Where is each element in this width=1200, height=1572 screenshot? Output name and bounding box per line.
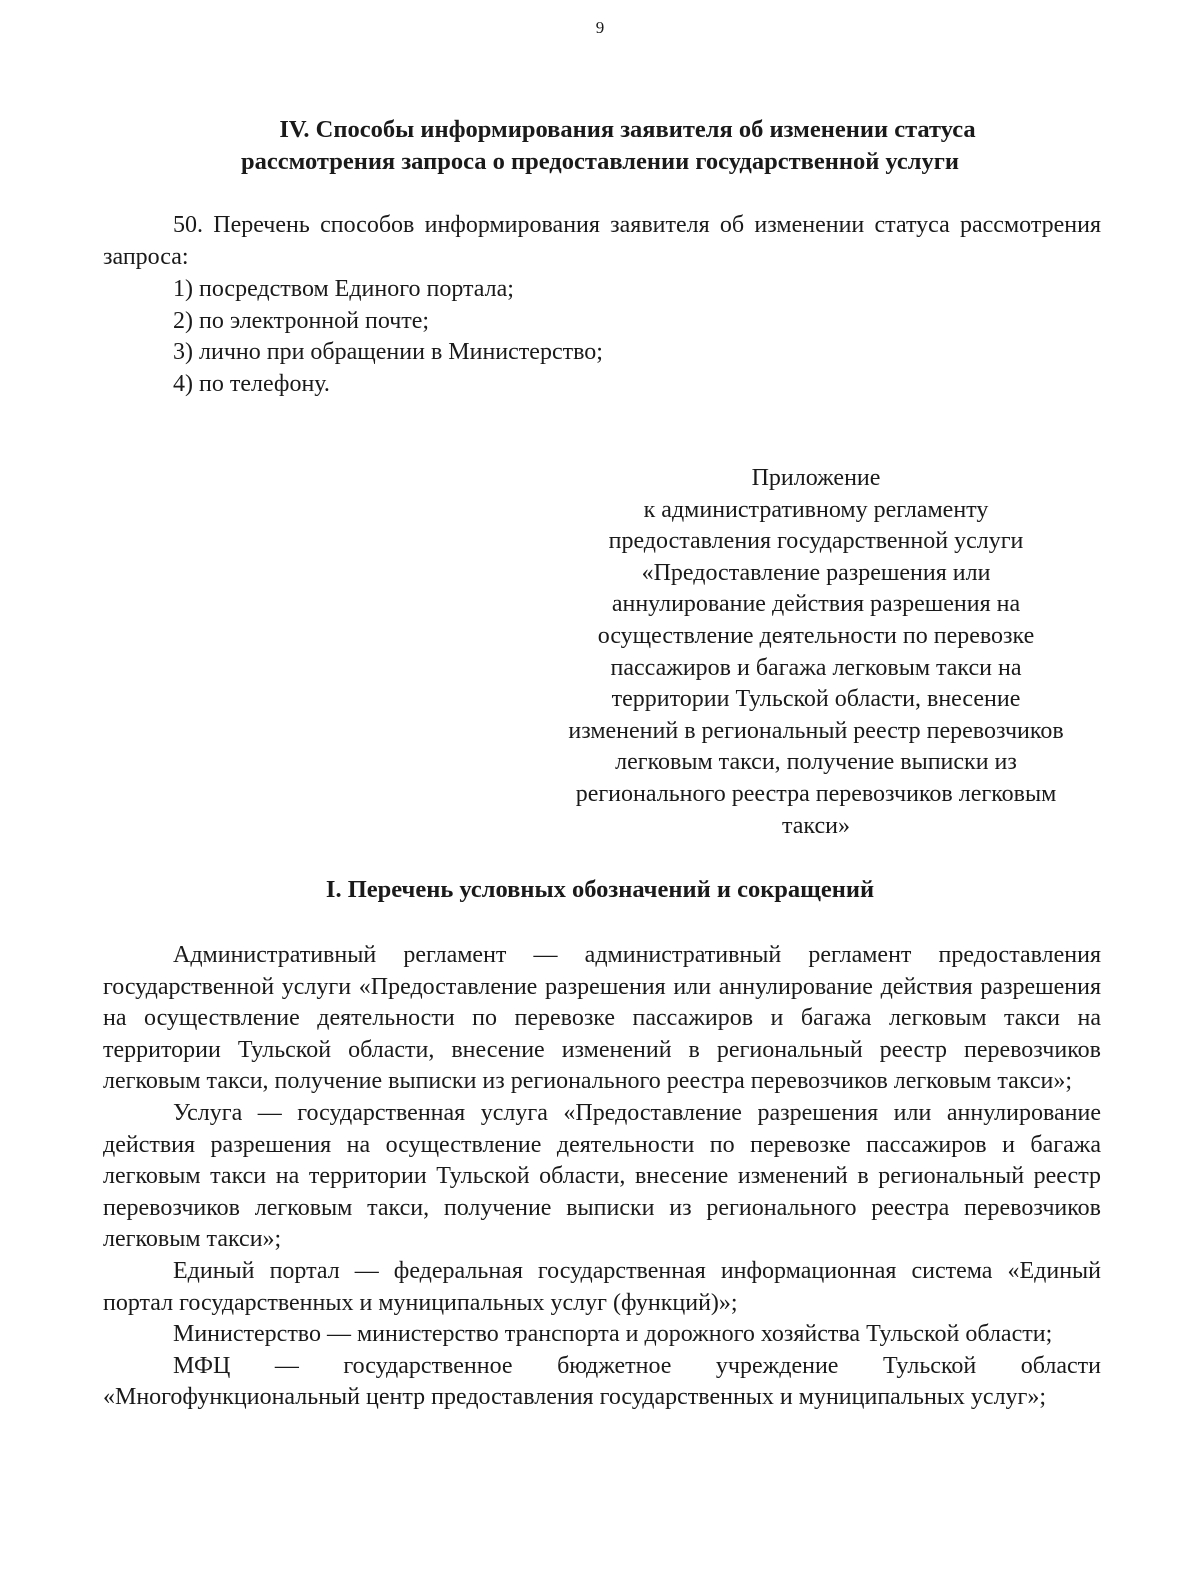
definition-ministry: Министерство — министерство транспорта и дорожного хозяйства Тульской области; bbox=[173, 1321, 1053, 1348]
definition-service: Услуга — государственная услуга «Предоставление разрешения или аннулирование действия разрешения на осуществление деятельности по перевозке пассажиров и багажа легковым такси на территории Тульской области, внесение изменений в региональный реестр перевозчиков легковым такси, получение выписки из регионального реестра перевозчиков легковым такси»; bbox=[103, 1099, 1101, 1253]
section-4-title bbox=[0, 114, 1200, 178]
appendix-line: территории Тульской области, внесение bbox=[611, 686, 1021, 713]
list-item: 2) по электронной почте; bbox=[173, 307, 430, 334]
appendix-line: регионального реестра перевозчиков легковым bbox=[575, 780, 1057, 807]
appendix-line: осуществление деятельности по перевозке bbox=[597, 622, 1035, 649]
informing-methods-list bbox=[173, 274, 603, 400]
paragraph-50: 50. Перечень способов информирования заявителя об изменении статуса рассмотрения запроса: bbox=[103, 212, 1101, 270]
appendix-line: Приложение bbox=[751, 465, 881, 491]
appendix-line: такси» bbox=[782, 812, 850, 839]
section-4-title-line-1: IV. Способы информирования заявителя об изменении статуса bbox=[279, 116, 976, 143]
list-item: 1) посредством Единого портала; bbox=[173, 276, 514, 302]
appendix-line: пассажиров и багажа легковым такси на bbox=[610, 654, 1022, 681]
appendix-line: изменений в региональный реестр перевозчиков bbox=[568, 717, 1064, 744]
definition-unified-portal: Единый портал — федеральная государственная информационная система «Единый портал государственных и муниципальных услуг (функций)»; bbox=[103, 1257, 1101, 1316]
list-item: 3) лично при обращении в Министерство; bbox=[173, 339, 603, 366]
definition-mfc: МФЦ — государственное бюджетное учреждение Тульской области «Многофункциональный центр предоставления государственных и муниципальных услуг»; bbox=[103, 1352, 1101, 1411]
appendix-line: к административному регламенту bbox=[643, 496, 989, 523]
definitions-list bbox=[103, 940, 1101, 1414]
section-1-title: I. Перечень условных обозначений и сокращений bbox=[325, 876, 875, 903]
appendix-line: легковым такси, получение выписки из bbox=[615, 749, 1017, 776]
section-4-title-line-2: рассмотрения запроса о предоставлении государственной услуги bbox=[240, 148, 960, 175]
appendix-line: предоставления государственной услуги bbox=[608, 528, 1024, 555]
appendix-line: «Предоставление разрешения или bbox=[641, 559, 991, 586]
definition-administrative-regulation: Административный регламент — административный регламент предоставления государственной услуги «Предоставление разрешения или аннулирование действия разрешения на осуществление деятельности по перевозке пассажиров и багажа легковым такси на территории Тульской области, внесение изменений в региональный реестр перевозчиков легковым такси, получение выписки из регионального реестра перевозчиков легковым такси»; bbox=[103, 942, 1101, 1095]
page-number: 9 bbox=[595, 18, 605, 37]
appendix-header bbox=[530, 463, 1102, 842]
appendix-line: аннулирование действия разрешения на bbox=[611, 591, 1021, 618]
list-item: 4) по телефону. bbox=[173, 370, 330, 397]
